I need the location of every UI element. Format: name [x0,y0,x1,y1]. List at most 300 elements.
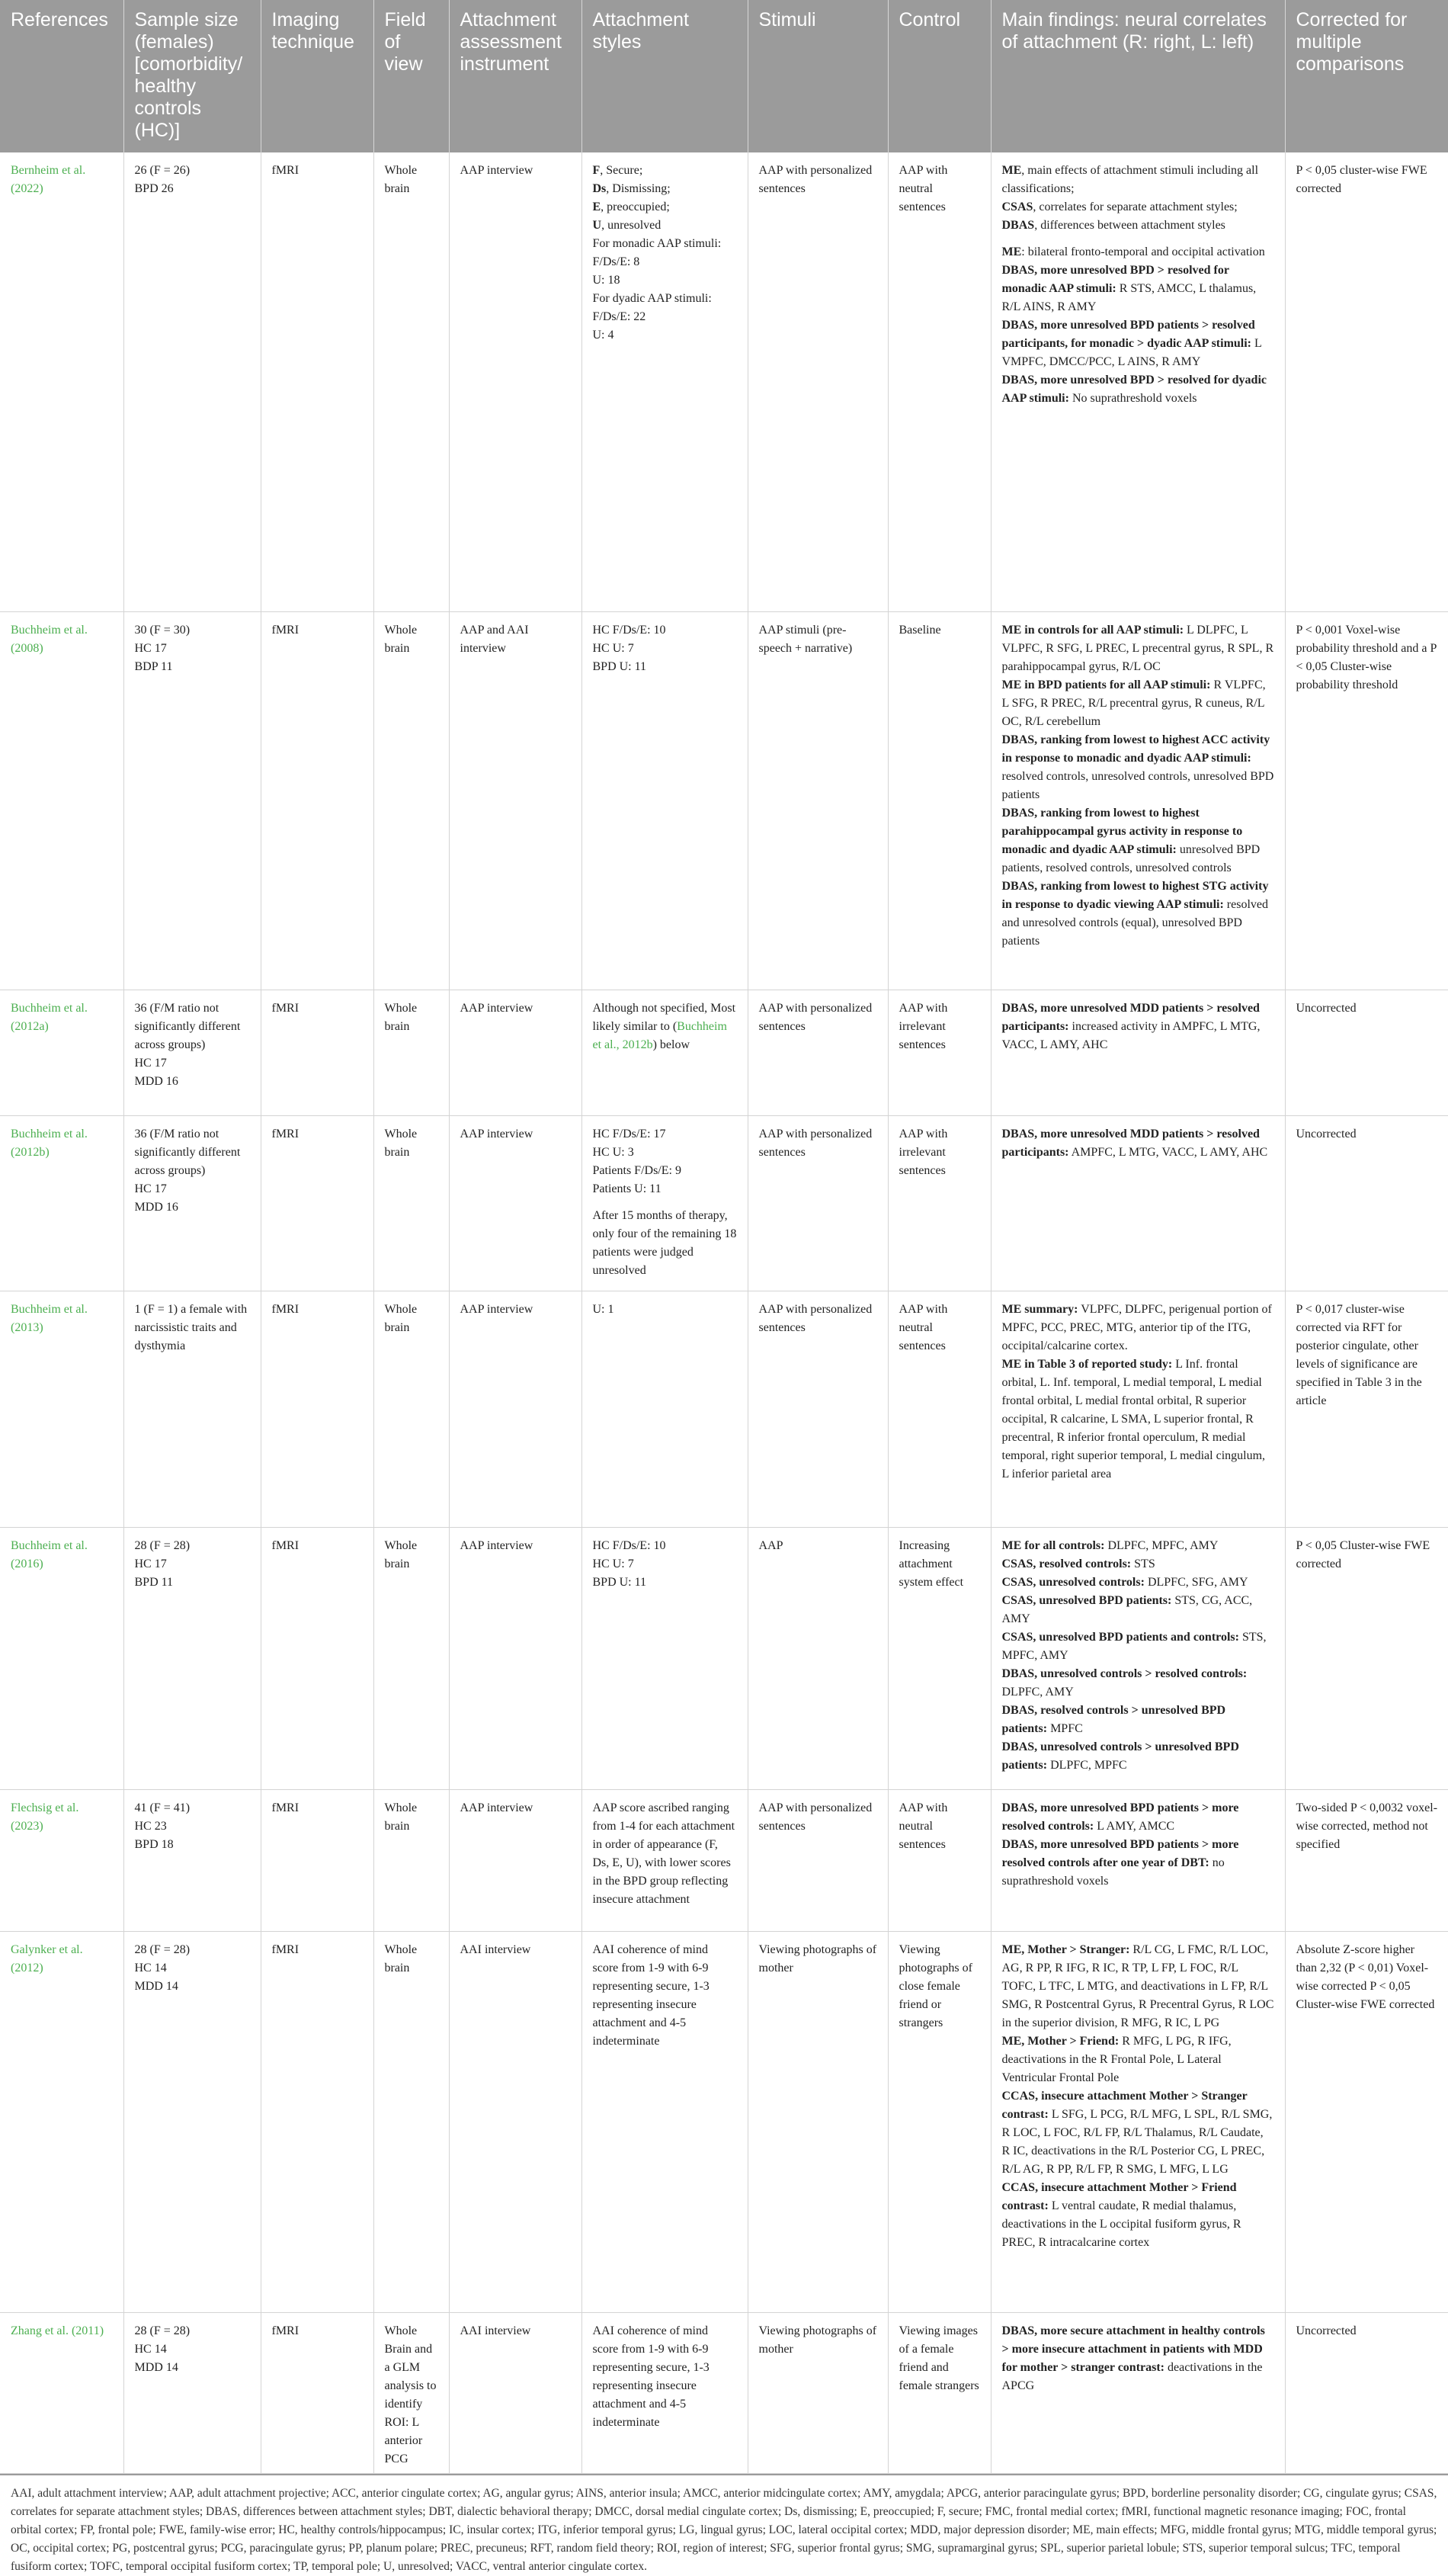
imaging-cell [261,1527,373,1789]
finding-text: VLPFC, DLPFC, perigenual portion of MPFC, PCC, PREC, MTG, anterior tip of the ITG, occipital/calcarine cortex. [1001,1302,1272,1352]
finding-label: CSAS [1001,200,1033,213]
findings-cell [991,1527,1285,1789]
corrected-text: Two-sided P < 0,0032 voxel-wise corrected, method not specified [1296,1801,1438,1851]
fov-text: Whole brain [384,1127,418,1159]
imaging-text: fMRI [271,623,300,637]
stimuli-text: AAP with personalized sentences [758,164,873,195]
finding-text: increased activity in AMPFC, L MTG, VACC, L AMY, AHC [1001,1019,1261,1051]
fov-cell [373,1789,449,1931]
styles-cell [581,1115,748,1291]
style-line [593,1574,737,1592]
imaging-text: fMRI [271,1302,300,1316]
column-header: Attachment assessment instrument [449,0,581,152]
reference-cell [0,1931,123,2312]
finding-label: DBAS, more unresolved BPD patients > resolved participants, for monadic > dyadic AAP stimuli: [1001,319,1255,350]
finding-text: R STS, AMCC, L thalamus, R/L AINS, R AMY [1001,282,1257,313]
styles-cell [581,990,748,1115]
reference-link[interactable]: Flechsig et al. (2023) [11,1801,79,1833]
findings-cell [991,1291,1285,1527]
corrected-cell [1285,2312,1448,2473]
reference-link[interactable]: Buchheim et al. (2012b) [11,1127,88,1159]
sample-cell [123,1931,261,2312]
finding-label: ME, Mother > Stranger: [1001,1942,1130,1956]
finding-text: deactivations in the APCG [1001,2360,1263,2392]
finding-line [1002,1738,1274,1775]
styles-cell [581,1789,748,1931]
instrument-cell [449,1527,581,1789]
finding-label: DBAS, unresolved controls > unresolved BPD patients: [1001,1740,1239,1772]
corrected-cell [1285,1115,1448,1291]
finding-label: CSAS, unresolved BPD patients and controls: [1001,1630,1239,1644]
finding-text: R/L CG, L FMC, R/L LOC, AG, R PP, R IFG, R IC, R TP, L FP, L FOC, R/L TOFC, L TFC, L MTG, and deactivations in L FP, R/L SMG, R Postcentral Gyrus, R Precentral Gyrus, R LOC in the superior division, R MFG, R IC, L PG [1001,1942,1274,2029]
style-text: Patients F/Ds/E: 9 [592,1163,681,1177]
fov-text: Whole brain [384,1538,418,1570]
style-code: Ds [592,182,607,195]
corrected-text: P < 0,001 Voxel-wise probability threshold and a P < 0,05 Cluster-wise probability threshold [1296,623,1437,691]
style-text: BPD U: 11 [592,1575,647,1589]
sample-line: HC 17 [134,1056,167,1070]
sample-line: 1 (F = 1) a female with narcissistic traits and dysthymia [134,1302,248,1352]
style-line [593,326,737,345]
finding-label: CCAS, insecure attachment Mother > Stranger contrast: [1001,2089,1248,2121]
finding-line [1002,676,1274,731]
corrected-cell [1285,152,1448,611]
style-line [593,621,737,640]
style-text: BPD U: 11 [592,659,647,673]
table-row [0,152,1448,611]
header-row [0,0,1448,152]
style-text: HC F/Ds/E: 17 [592,1127,666,1140]
style-text: , Dismissing; [606,182,671,195]
finding-text: DLPFC, AMY [1001,1685,1074,1699]
style-text: HC F/Ds/E: 10 [592,623,666,637]
style-line [593,217,737,235]
corrected-cell [1285,1291,1448,1527]
finding-label: DBAS, more secure attachment in healthy controls > more insecure attachment in patients with MDD for mother > stranger contrast: [1001,2324,1265,2374]
finding-text: R MFG, L PG, R IFG, deactivations in the R Frontal Pole, L Lateral Ventricular Frontal Pole [1001,2034,1232,2084]
style-line [593,1301,737,1319]
styles-cell [581,2312,748,2473]
control-cell [888,611,991,990]
instrument-text: AAP interview [460,164,533,177]
table-row [0,1527,1448,1789]
imaging-cell [261,1115,373,1291]
fov-text: Whole brain [384,1001,418,1033]
finding-label: ME summary: [1001,1302,1078,1316]
instrument-cell [449,611,581,990]
findings-cell [991,1789,1285,1931]
column-header: Field of view [373,0,449,152]
style-text: AAI coherence of mind score from 1-9 with 6-9 representing secure, 1-3 representing insecure attachment and 4-5 indeterminate [592,1942,710,2048]
sample-line: HC 17 [134,1557,167,1570]
style-line [593,1941,737,2051]
stimuli-text: AAP with personalized sentences [758,1801,873,1833]
finding-text: L DLPFC, L VLPFC, R SFG, L PREC, L precentral gyrus, R SPL, R parahippocampal gyrus, R/L OC [1001,623,1274,673]
corrected-cell [1285,1931,1448,2312]
sample-line: BPD 26 [134,182,174,195]
imaging-text: fMRI [271,1801,300,1814]
style-line [593,1125,737,1144]
style-line [593,308,737,326]
stimuli-text: AAP stimuli (pre-speech + narrative) [758,623,853,655]
finding-line [1002,162,1274,198]
corrected-cell [1285,1527,1448,1789]
instrument-text: AAP interview [460,1538,533,1552]
style-line [593,253,737,271]
finding-line [1002,2179,1274,2252]
imaging-text: fMRI [271,1127,300,1140]
sample-line: HC 17 [134,1182,167,1195]
finding-label: DBAS, more unresolved MDD patients > resolved participants: [1001,1127,1260,1159]
style-text: For monadic AAP stimuli: [592,237,722,250]
fov-text: Whole Brain and a GLM analysis to identify ROI: L anterior PCG [384,2324,437,2465]
stimuli-cell [748,1931,888,2312]
control-text: AAP with irrelevant sentences [899,1001,948,1051]
column-header: Control [888,0,991,152]
control-cell [888,1527,991,1789]
sample-line: HC 14 [134,2342,167,2356]
instrument-text: AAI interview [460,1942,531,1956]
control-cell [888,152,991,611]
instrument-text: AAP interview [460,1302,533,1316]
sample-line: 36 (F/M ratio not significantly different across groups) [134,1001,241,1051]
finding-label: ME [1001,245,1022,258]
table-row [0,990,1448,1115]
style-text: , Secure; [600,164,643,177]
style-line [593,640,737,658]
corrected-text: P < 0,017 cluster-wise corrected via RFT for posterior cingulate, other levels of significance are specified in Table 3 in the article [1296,1302,1422,1407]
column-header: Corrected for multiple comparisons [1285,0,1448,152]
instrument-cell [449,1931,581,2312]
sample-line: 41 (F = 41) [134,1801,191,1814]
stimuli-cell [748,1527,888,1789]
table-row [0,1789,1448,1931]
findings-cell [991,1931,1285,2312]
imaging-cell [261,1931,373,2312]
finding-line [1002,1301,1274,1355]
finding-label: DBAS, ranking from lowest to highest ACC activity in response to monadic and dyadic AAP stimuli: [1001,733,1270,765]
finding-label: DBAS, ranking from lowest to highest STG activity in response to dyadic viewing AAP stimuli: [1001,879,1269,911]
corrected-text: Absolute Z-score higher than 2,32 (P < 0,01) Voxel-wise corrected P < 0,05 Cluster-wise FWE corrected [1296,1942,1435,2011]
style-text: AAI coherence of mind score from 1-9 with 6-9 representing secure, 1-3 representing insecure attachment and 4-5 indeterminate [592,2324,710,2429]
finding-text: AMPFC, L MTG, VACC, L AMY, AHC [1068,1145,1268,1159]
style-line [593,1537,737,1555]
column-header: Attachment styles [581,0,748,152]
style-text: After 15 months of therapy, only four of the remaining 18 patients were judged unresolved [592,1208,737,1277]
stimuli-text: AAP with personalized sentences [758,1127,873,1159]
findings-cell [991,152,1285,611]
finding-text: L ventral caudate, R medial thalamus, deactivations in the L occipital fusiform gyrus, R PREC, R intracalcarine cortex [1001,2199,1241,2249]
finding-text: , main effects of attachment stimuli including all classifications; [1001,164,1259,195]
table-row [0,611,1448,990]
control-text: Increasing attachment system effect [899,1538,964,1589]
finding-label: ME [1001,164,1022,177]
finding-text: STS [1131,1557,1155,1570]
style-line [593,1180,737,1198]
style-text: AAP score ascribed ranging from 1-4 for each attachment in order of appearance (F, Ds, E, U), with lower scores in the BPD group reflecting insecure attachment [592,1801,735,1906]
sample-cell [123,990,261,1115]
instrument-cell [449,2312,581,2473]
style-line [593,999,737,1054]
fov-text: Whole brain [384,1801,418,1833]
fov-cell [373,152,449,611]
fov-text: Whole brain [384,164,418,195]
fov-text: Whole brain [384,623,418,655]
corrected-cell [1285,1789,1448,1931]
reference-cell [0,611,123,990]
table-body [0,152,1448,2473]
stimuli-cell [748,611,888,990]
style-line [593,1555,737,1574]
column-header: Stimuli [748,0,888,152]
sample-line: MDD 14 [134,2360,178,2374]
finding-label: ME for all controls: [1001,1538,1105,1552]
instrument-text: AAP interview [460,1001,533,1015]
findings-cell [991,2312,1285,2473]
finding-line [1002,877,1274,951]
stimuli-text: AAP [758,1538,783,1552]
reference-cell [0,2312,123,2473]
fov-cell [373,611,449,990]
style-line [593,1799,737,1909]
fov-cell [373,1527,449,1789]
style-line [593,1207,737,1280]
reference-link[interactable]: Buchheim et al. (2016) [11,1538,88,1570]
finding-label: DBAS, resolved controls > unresolved BPD patients: [1001,1703,1226,1735]
corrected-text: Uncorrected [1296,1127,1357,1140]
style-text: U: 4 [592,329,614,342]
imaging-text: fMRI [271,1001,300,1015]
finding-label: DBAS, more unresolved BPD patients > more resolved controls: [1001,1801,1239,1833]
imaging-cell [261,990,373,1115]
style-code: E [592,200,601,213]
finding-text: STS, CG, ACC, AMY [1001,1593,1253,1625]
reference-link[interactable]: Buchheim et al. (2012a) [11,1001,88,1033]
control-text: Viewing images of a female friend and female strangers [899,2324,979,2392]
sample-line: 28 (F = 28) [134,1538,191,1552]
style-text: , preoccupied; [601,200,670,213]
imaging-cell [261,611,373,990]
control-cell [888,2312,991,2473]
control-cell [888,1291,991,1527]
styles-cell [581,152,748,611]
citation-link[interactable]: Buchheim et al., 2012b [592,1019,727,1051]
fov-cell [373,1931,449,2312]
finding-text: DLPFC, SFG, AMY [1144,1575,1248,1589]
finding-text: MPFC [1047,1721,1083,1735]
instrument-text: AAP interview [460,1801,533,1814]
reference-link[interactable]: Buchheim et al. (2013) [11,1302,88,1334]
sample-line: BPD 11 [134,1575,174,1589]
style-text: Patients U: 11 [592,1182,662,1195]
sample-line: 28 (F = 28) [134,1942,191,1956]
finding-label: DBAS, more unresolved MDD patients > resolved participants: [1001,1001,1260,1033]
control-cell [888,1789,991,1931]
styles-cell [581,1527,748,1789]
finding-line [1002,1628,1274,1665]
column-header: Main findings: neural correlates of attachment (R: right, L: left) [991,0,1285,152]
style-line [593,1162,737,1180]
finding-text: No suprathreshold voxels [1068,392,1197,405]
sample-line: HC 17 [134,641,167,655]
sample-line: HC 23 [134,1819,167,1833]
reference-cell [0,1527,123,1789]
imaging-text: fMRI [271,2324,300,2337]
sample-line: 26 (F = 26) [134,164,191,177]
findings-cell [991,1115,1285,1291]
table-row [0,1115,1448,1291]
instrument-cell [449,1115,581,1291]
style-line [593,1144,737,1162]
sample-cell [123,2312,261,2473]
styles-cell [581,1291,748,1527]
finding-line [1002,731,1274,804]
finding-text: L AMY, AMCC [1094,1819,1175,1833]
instrument-text: AAP interview [460,1127,533,1140]
finding-text: resolved controls, unresolved controls, unresolved BPD patients [1001,769,1274,801]
finding-line [1002,217,1274,235]
control-text: AAP with irrelevant sentences [899,1127,948,1177]
instrument-cell [449,1291,581,1527]
finding-line [1002,1574,1274,1592]
style-text: U: 18 [592,274,620,287]
reference-cell [0,990,123,1115]
reference-link[interactable]: Zhang et al. (2011) [11,2324,104,2337]
corrected-cell [1285,611,1448,990]
findings-cell [991,990,1285,1115]
finding-line [1002,621,1274,676]
corrected-text: P < 0,05 Cluster-wise FWE corrected [1296,1538,1430,1570]
fov-text: Whole brain [384,1942,418,1975]
style-line [593,162,737,180]
corrected-text: P < 0,05 cluster-wise FWE corrected [1296,164,1427,195]
instrument-cell [449,1789,581,1931]
finding-label: DBAS [1001,219,1035,232]
stimuli-cell [748,1291,888,1527]
sample-line: HC 14 [134,1961,167,1975]
style-line [593,2322,737,2432]
style-text: ) below [652,1038,690,1051]
findings-cell [991,611,1285,990]
corrected-cell [1285,990,1448,1115]
table-row [0,1291,1448,1527]
style-text: F/Ds/E: 22 [592,310,646,323]
finding-text: unresolved BPD patients, resolved controls, unresolved controls [1001,842,1261,874]
finding-line [1002,261,1274,316]
finding-label: ME, Mother > Friend: [1001,2034,1120,2048]
style-code: U [592,219,602,232]
finding-text: resolved and unresolved controls (equal), unresolved BPD patients [1001,897,1268,948]
finding-line [1002,1836,1274,1891]
sample-cell [123,1291,261,1527]
finding-label: DBAS, ranking from lowest to highest parahippocampal gyrus activity in response to monadic and dyadic AAP stimuli: [1001,806,1243,856]
sample-line: 28 (F = 28) [134,2324,191,2337]
finding-label: CSAS, unresolved controls: [1001,1575,1145,1589]
finding-label: DBAS, unresolved controls > resolved controls: [1001,1667,1248,1680]
finding-text: STS, MPFC, AMY [1001,1630,1267,1662]
fov-cell [373,2312,449,2473]
finding-label: CCAS, insecure attachment Mother > Friend contrast: [1001,2180,1237,2212]
sample-line: MDD 16 [134,1074,178,1088]
style-line [593,235,737,253]
style-line [593,198,737,217]
sample-line: MDD 14 [134,1979,178,1993]
stimuli-text: AAP with personalized sentences [758,1302,873,1334]
reference-cell [0,1789,123,1931]
table-footnote: AAI, adult attachment interview; AAP, adult attachment projective; ACC, anterior cingulate cortex; AG, angular gyrus; AINS, anterior insula; AMCC, anterior midcingulate cortex; AMY, amygdala; APCG, anterior paracingulate gyrus; BPD, borderline personality disorder; CG, cingulate gyrus; CSAS, correlates for separate attachment styles; DBAS, differences between attachment styles; DBT, dialectic behavioral therapy; DMCC, dorsal medial cingulate cortex; Ds, dismissing; E, preoccupied; F, secure; FMC, frontal medial cortex; fMRI, functional magnetic resonance imaging; FOC, frontal orbital cortex; FP, frontal pole; FWE, family-wise error; HC, healthy controls/hippocampus; IC, insular cortex; ITG, inferior temporal gyrus; LG, lingual gyrus; LOC, lateral occipital cortex; MDD, major depression disorder; ME, main effects; MFG, middle frontal gyrus; MTG, middle temporal gyrus; OC, occipital cortex; PG, postcentral gyrus; PCG, paracingulate gyrus; PP, planum polare; PREC, precuneus; RFT, random field theory; ROI, region of interest; SFG, superior frontal gyrus; SMG, supramarginal gyrus; SPL, superior parietal lobule; STS, superior temporal sulcus; TFC, temporal fusiform cortex; TOFC, temporal occipital fusiform cortex; TP, temporal pole; U, unresolved; VACC, ventral anterior cingulate cortex. [0,2474,1448,2576]
sample-line: 36 (F/M ratio not significantly different across groups) [134,1127,241,1177]
finding-text: DLPFC, MPFC, AMY [1104,1538,1219,1552]
imaging-cell [261,1789,373,1931]
stimuli-cell [748,152,888,611]
style-text: HC U: 3 [592,1145,634,1159]
finding-line [1002,1702,1274,1738]
stimuli-text: Viewing photographs of mother [758,1942,877,1975]
finding-text: , differences between attachment styles [1034,219,1225,232]
finding-line [1002,2322,1274,2395]
sample-cell [123,1527,261,1789]
finding-label: DBAS, more unresolved BPD > resolved for dyadic AAP stimuli: [1001,374,1267,405]
finding-text: R VLPFC, L SFG, R PREC, R/L precentral gyrus, R cuneus, R/L OC, R/L cerebellum [1001,678,1266,728]
finding-text: L Inf. frontal orbital, L. Inf. temporal, L medial temporal, L medial frontal orbital, L medial frontal orbital, R superior occipital, R calcarine, L SMA, L superior frontal, R precentral, R inferior frontal operculum, R medial temporal, right superior temporal, L medial cingulum, L inferior parietal area [1001,1357,1266,1480]
style-text: U: 1 [592,1302,614,1316]
finding-text: , correlates for separate attachment styles; [1033,200,1238,213]
imaging-cell [261,2312,373,2473]
style-code: F [592,164,601,177]
style-text: F/Ds/E: 8 [592,255,640,268]
sample-cell [123,611,261,990]
fov-cell [373,1115,449,1291]
fov-text: Whole brain [384,1302,418,1334]
finding-line [1002,198,1274,217]
stimuli-text: Viewing photographs of mother [758,2324,877,2356]
sample-cell [123,152,261,611]
style-text: , unresolved [601,219,662,232]
finding-line [1002,243,1274,261]
finding-line [1002,1555,1274,1574]
sample-line: BDP 11 [134,659,173,673]
control-text: AAP with neutral sentences [899,1801,948,1851]
style-line [593,271,737,290]
instrument-text: AAP and AAI interview [460,623,529,655]
reference-link[interactable]: Galynker et al. (2012) [11,1942,83,1975]
stimuli-cell [748,1115,888,1291]
imaging-cell [261,1291,373,1527]
stimuli-cell [748,1789,888,1931]
imaging-text: fMRI [271,164,300,177]
finding-label: CSAS, resolved controls: [1001,1557,1132,1570]
finding-line [1002,999,1274,1054]
finding-label: ME in BPD patients for all AAP stimuli: [1001,678,1211,691]
finding-line [1002,316,1274,371]
control-cell [888,1115,991,1291]
finding-line [1002,1537,1274,1555]
finding-line [1002,1941,1274,2032]
control-text: Viewing photographs of close female friend or strangers [899,1942,972,2029]
sample-cell [123,1789,261,1931]
instrument-cell [449,152,581,611]
reference-link[interactable]: Buchheim et al. (2008) [11,623,88,655]
finding-text: L VMPFC, DMCC/PCC, L AINS, R AMY [1001,337,1262,368]
sample-line: 30 (F = 30) [134,623,191,637]
column-header: Imaging technique [261,0,373,152]
styles-cell [581,1931,748,2312]
finding-line [1002,2087,1274,2179]
finding-text: no suprathreshold voxels [1001,1856,1225,1888]
reference-link[interactable]: Bernheim et al. (2022) [11,164,86,195]
fov-cell [373,1291,449,1527]
sample-line: BPD 18 [134,1837,174,1851]
